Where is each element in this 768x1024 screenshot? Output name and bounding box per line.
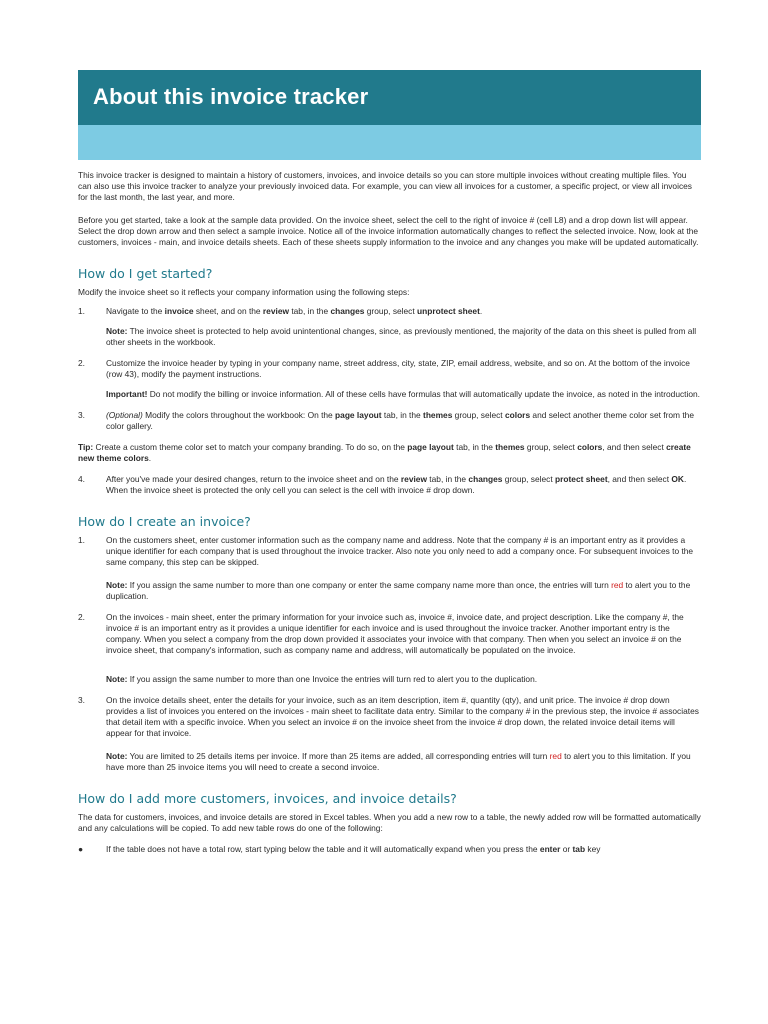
step-text: Customize the invoice header by typing in your company name, street address, city, state, ZIP, email address, website, and so on. At the bottom of the invoice (row 43), modify the payment instructions. (106, 358, 690, 379)
step-text: After you've made your desired changes, return to the invoice sheet and on the review tab, in the changes group, select protect sheet, and then select OK. When the invoice sheet is protected the only cell you can select is the cell with invoice # drop down. (106, 474, 687, 495)
step-text: On the customers sheet, enter customer information such as the company name and address. Note that the company # is an important entry as it provides a unique identifier for each company that is used throughout the invoice tracker. Also note you only need to add a company once. For subsequent invoices to the same company, this step can be skipped. (106, 535, 694, 567)
step-number: 1. (78, 306, 85, 316)
note: Note: If you assign the same number to more than one Invoice the entries will turn red to alert you to the duplication. (106, 674, 538, 684)
section-heading-add-more: How do I add more customers, invoices, and invoice details? (78, 791, 457, 806)
step-1 (78, 306, 701, 317)
step-number: 2. (78, 612, 85, 622)
step-text: (Optional) Modify the colors throughout the workbook: On the page layout tab, in the themes group, select colors and select another theme color set from the color gallery. (106, 410, 694, 431)
page-title: About this invoice tracker (93, 84, 369, 109)
step-number: 3. (78, 695, 85, 705)
title-banner (78, 70, 701, 125)
intro-paragraph-1: This invoice tracker is designed to maintain a history of customers, invoices, and invoice details so you can store multiple invoices without creating multiple files. You can also use this invoice tracker to analyze your previously invoiced data. For example, you can view all invoices for a customer, a specific project, or view all invoices for the last month, the last year, and more. (78, 170, 692, 202)
step-2 (78, 358, 701, 380)
tip: Tip: Create a custom theme color set to match your company branding. To do so, on the page layout tab, in the themes group, select colors, and then select create new theme colors. (78, 442, 691, 463)
step-text: On the invoice details sheet, enter the details for your invoice, such as an item description, item #, quantity (qty), and unit price. The invoice # drop down provides a list of invoices you entered on the invoices - main sheet to facilitate data entry. Similar to the company # in the previous step, the invoice # associates that detail item with a specific invoice. When you select an invoice # on the invoice sheet from the invoice # drop down, the related invoice detail items will appear for that invoice. (106, 695, 699, 738)
bullet-item (78, 844, 701, 855)
section-heading-create-invoice: How do I create an invoice? (78, 514, 251, 529)
document-body (78, 170, 701, 855)
note: Note: The invoice sheet is protected to help avoid unintentional changes, since, as previously mentioned, the majority of the data on this sheet is pulled from all other sheets in the workbook. (106, 326, 697, 347)
step-3 (78, 695, 701, 739)
note: Note: If you assign the same number to more than one company or enter the same company name more than once, the entries will turn red to alert you to the duplication. (106, 580, 691, 601)
section-lead: Modify the invoice sheet so it reflects your company information using the following steps: (78, 287, 410, 297)
step-3 (78, 410, 701, 432)
accent-band (78, 125, 701, 160)
bullet-icon: ● (78, 844, 84, 854)
section-heading-get-started: How do I get started? (78, 266, 213, 281)
important-note: Important! Do not modify the billing or invoice information. All of these cells have formulas that will automatically update the invoice, as noted in the introduction. (106, 389, 700, 399)
step-number: 2. (78, 358, 85, 368)
step-4 (78, 474, 701, 496)
section-lead: The data for customers, invoices, and invoice details are stored in Excel tables. When you add a new row to a table, the newly added row will be formatted automatically and any calculations will be copied. To add new table rows do one of the following: (78, 812, 701, 833)
step-text: On the invoices - main sheet, enter the primary information for your invoice such as, invoice #, invoice date, and project description. Like the company #, the invoice # is an important entry as it provides a unique identifier for each invoice and is used throughout the invoice tracker. Another important entry is the company. When you select a company from the drop down provided it associates your invoice with that company. Then when you select an invoice # on the invoice sheet, that company's information, such as company name and address, will automatically be populated on the invoice. (106, 612, 684, 655)
bullet-text: If the table does not have a total row, start typing below the table and it will automatically expand when you press the enter or tab key (106, 844, 601, 854)
intro-paragraph-2: Before you get started, take a look at the sample data provided. On the invoice sheet, select the cell to the right of invoice # (cell L8) and a drop down list will appear. Select the drop down arrow and then select a sample invoice. Notice all of the invoice information automatically changes to reflect the selected invoice. Now, look at the customers, invoices - main, and invoice details sheets. Each of these sheets supply information to the invoice and any changes you make will be updated automatically. (78, 215, 699, 247)
step-number: 3. (78, 410, 85, 420)
note: Note: You are limited to 25 details items per invoice. If more than 25 items are added, all corresponding entries will turn red to alert you to this limitation. If you have more than 25 invoice items you will need to create a second invoice. (106, 751, 691, 772)
step-2 (78, 612, 701, 656)
step-text: Navigate to the invoice sheet, and on the review tab, in the changes group, select unprotect sheet. (106, 306, 483, 316)
step-number: 4. (78, 474, 85, 484)
step-number: 1. (78, 535, 85, 545)
step-1 (78, 535, 701, 568)
